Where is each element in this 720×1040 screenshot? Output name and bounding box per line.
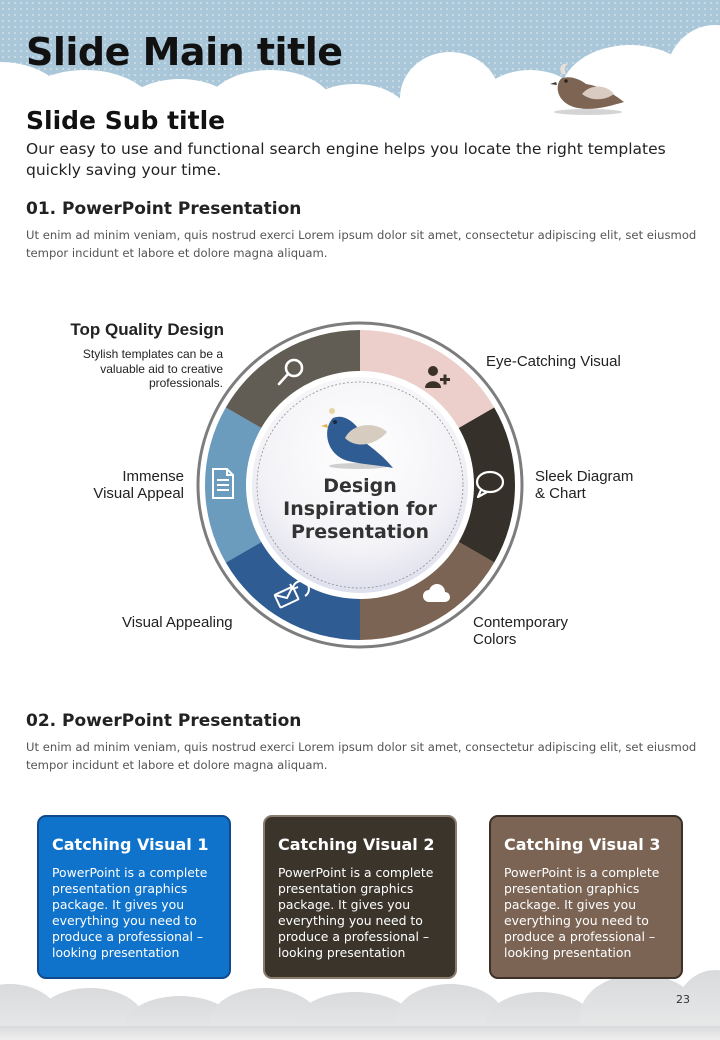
section1-text: Ut enim ad minim veniam, quis nostrud exerci Lorem ipsum dolor sit amet, consectetur adipiscing elit, set eiusmod tempor incidunt et labore et dolore magna aliquam. xyxy=(26,228,697,260)
sub-description: Our easy to use and functional search engine helps you locate the right templates quickly saving your time. xyxy=(26,140,666,179)
card-text: PowerPoint is a complete presentation graphics package. It gives you everything you need to produce a professional – looking presentation xyxy=(278,865,434,960)
visual-appealing-label: Visual Appealing xyxy=(122,614,233,631)
sleek-diagram-line2: & Chart xyxy=(535,485,586,502)
immense-label xyxy=(64,468,184,502)
section1-heading: 01. PowerPoint Presentation xyxy=(26,199,302,219)
diagram-center-title: Design Inspiration for Presentation xyxy=(283,475,437,543)
card-title: Catching Visual 1 xyxy=(52,835,209,854)
top-quality-description: Stylish templates can be a valuable aid to creative professionals. xyxy=(82,347,223,390)
contemporary-line2: Colors xyxy=(473,631,517,648)
bird-icon xyxy=(548,54,628,116)
catching-visual-card-2 xyxy=(263,815,457,979)
contemporary-label xyxy=(473,614,568,648)
sub-title: Slide Sub title xyxy=(26,106,226,135)
sleek-diagram-line1: Sleek Diagram xyxy=(535,468,634,485)
page-number: 23 xyxy=(676,993,690,1006)
immense-line1: Immense xyxy=(122,468,184,485)
card-title: Catching Visual 2 xyxy=(278,835,435,854)
card-title: Catching Visual 3 xyxy=(504,835,661,854)
sleek-diagram-label xyxy=(535,468,633,502)
section2-heading: 02. PowerPoint Presentation xyxy=(26,711,302,731)
section2-text: Ut enim ad minim veniam, quis nostrud exerci Lorem ipsum dolor sit amet, consectetur adipiscing elit, set eiusmod tempor incidunt et labore et dolore magna aliquam. xyxy=(26,740,697,772)
contemporary-line1: Contemporary xyxy=(473,614,569,631)
catching-visual-card-3 xyxy=(489,815,683,979)
top-quality-title: Top Quality Design xyxy=(70,320,224,339)
catching-visual-card-1 xyxy=(37,815,231,979)
card-text: PowerPoint is a complete presentation graphics package. It gives you everything you need to produce a professional – looking presentation xyxy=(504,865,660,960)
eye-catching-label: Eye-Catching Visual xyxy=(486,353,621,370)
card-text: PowerPoint is a complete presentation graphics package. It gives you everything you need to produce a professional – looking presentation xyxy=(52,865,208,960)
immense-line2: Visual Appeal xyxy=(93,485,184,502)
main-title: Slide Main title xyxy=(26,30,343,74)
